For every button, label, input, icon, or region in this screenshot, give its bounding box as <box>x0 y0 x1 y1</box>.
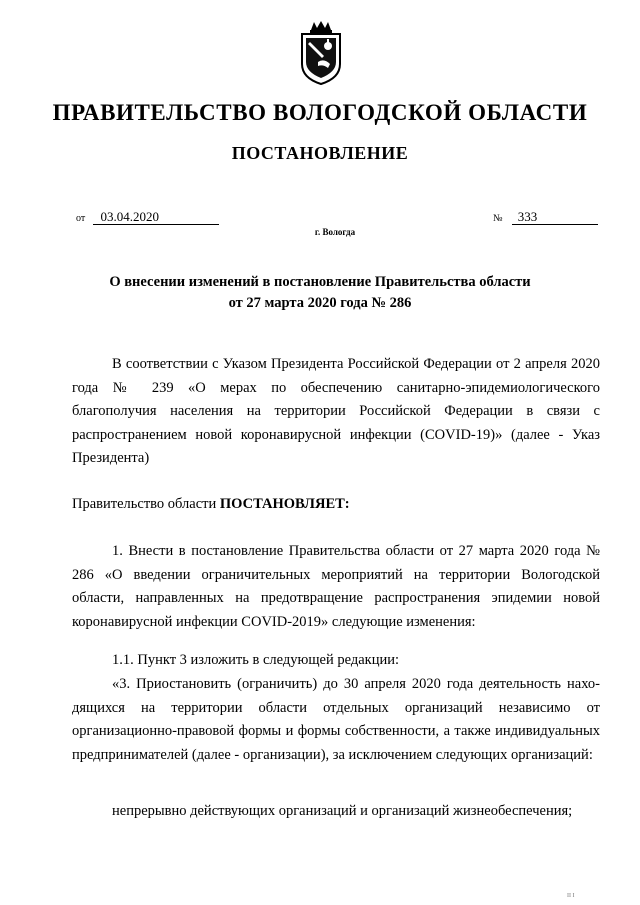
document-type: ПОСТАНОВЛЕНИЕ <box>231 143 409 163</box>
number-label: № <box>493 213 503 224</box>
date-label: от <box>76 213 86 224</box>
resolves-keyword: ПОСТАНОВЛЯЕТ: <box>219 496 350 512</box>
item-3-quote-paragraph: «3. Приостановить (ограничить) до 30 апреля 2020 года деятельность находящихся на территории области отдельных организаций независимо от организационно-правовой формы и формы собственности, а также индивидуальных предпринимателей (далее - организации), за исключением следующих организаций: <box>72 676 600 763</box>
page-mark: II I <box>567 893 575 899</box>
date-value: 03.04.2020 <box>93 209 219 225</box>
organization-title: ПРАВИТЕЛЬСТВО ВОЛОГОДСКОЙ ОБЛАСТИ <box>52 100 588 125</box>
subject-line-2: от 27 марта 2020 года № 286 <box>228 295 412 311</box>
coat-of-arms-icon <box>298 20 344 86</box>
document-subject <box>0 272 640 314</box>
number-value: 333 <box>512 209 598 225</box>
bullet-paragraph: непрерывно действующих организаций и организаций жизнеобеспечения; <box>112 803 573 819</box>
resolves-line <box>72 493 600 517</box>
resolves-prefix: Правительство области <box>72 496 220 512</box>
preamble-paragraph: В соответствии с Указом Президента Российской Федерации от 2 апреля 2020 года № 239 «О мерах по обеспечению санитарно-эпидемиологического благополучия населения на территории Российской Федерации в связи с распространением новой коронавирусной инфекции (COVID-19)» (далее - Указ Президента) <box>72 356 600 466</box>
date-field <box>76 209 219 225</box>
city: г. Вологда <box>314 227 356 237</box>
item-1-paragraph: 1. Внести в постановление Правительства области от 27 марта 2020 года № 286 «О введении ограничительных мероприятий на территории Вологодской области, направленных на предотвращение распространения эпидемии новой коронавирусной инфекции COVID-2019» следующие изменения: <box>72 543 600 630</box>
item-1-1-paragraph: 1.1. Пункт 3 изложить в следующей редакции: <box>112 652 400 668</box>
number-field <box>493 209 598 225</box>
subject-line-1: О внесении изменений в постановление Правительства области <box>109 274 531 290</box>
